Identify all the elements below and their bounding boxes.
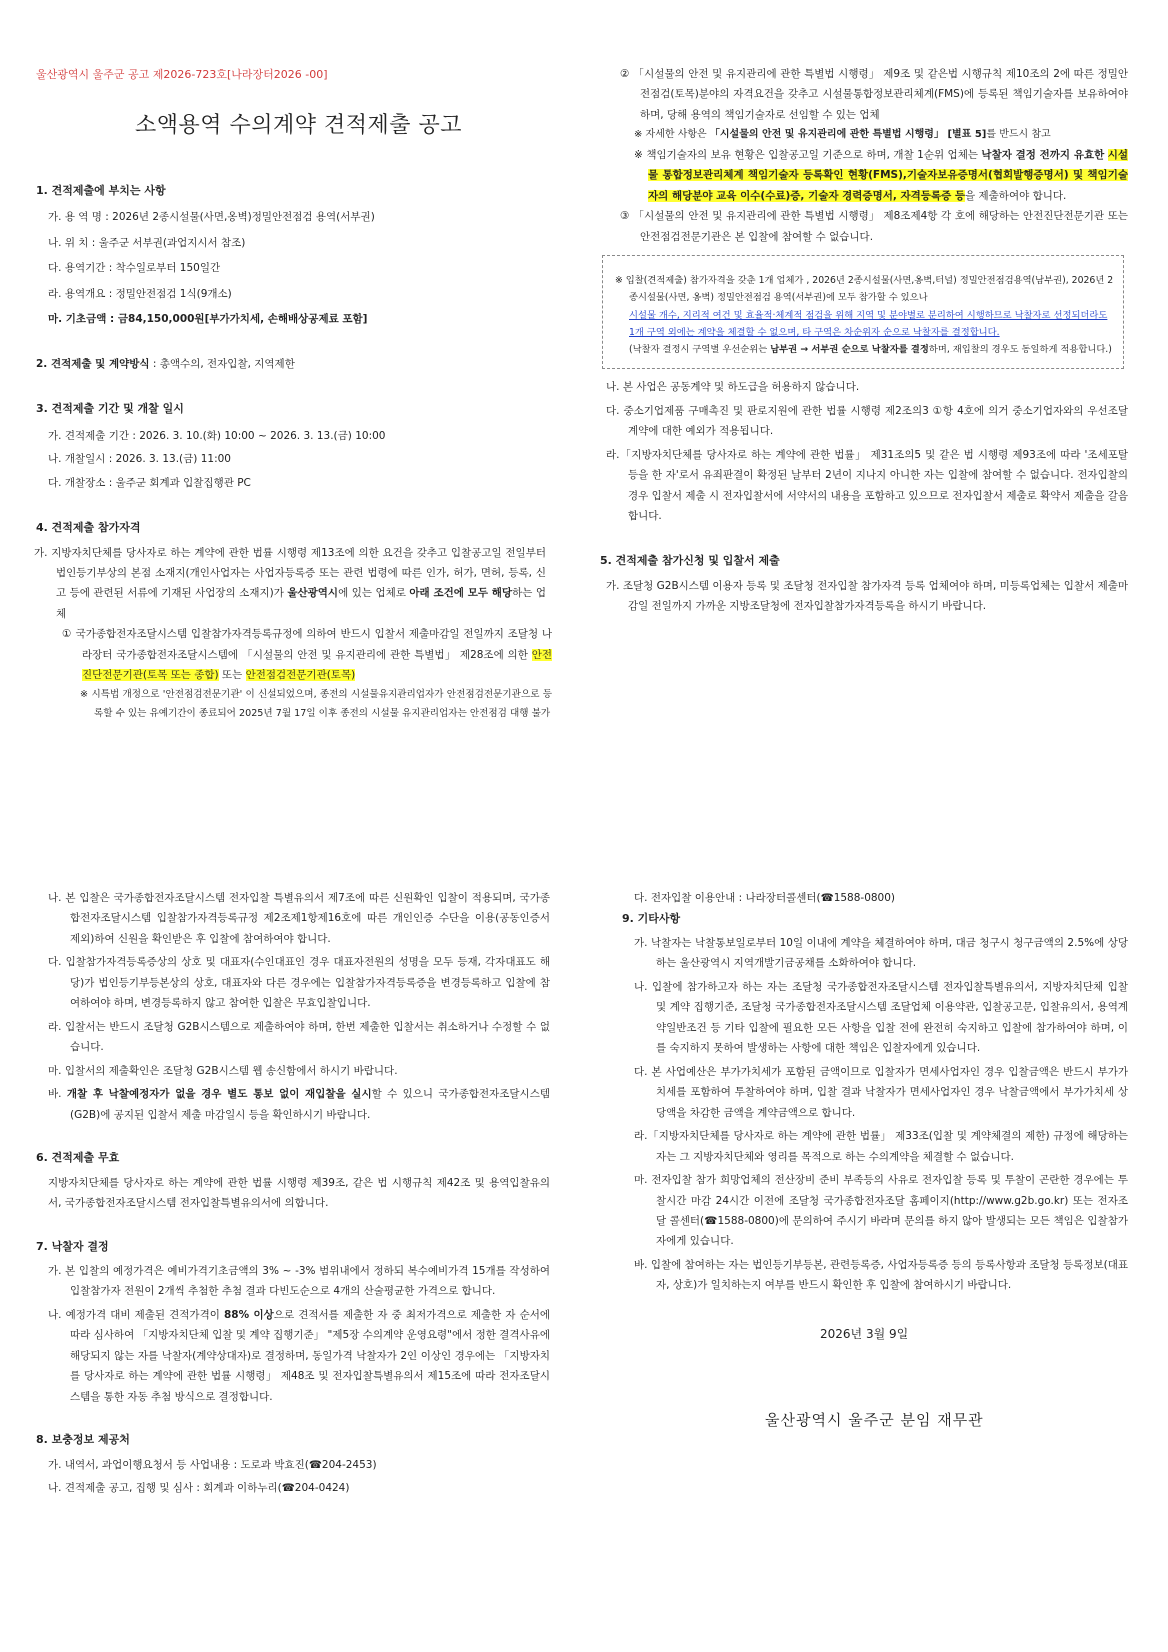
notice-box-text1: ※ 입찰(견적제출) 참가자격을 갖춘 1개 업체가 , 2026년 2종시설물(사면,옹벽,터널) 정밀안전점검용역(남부권), 2026년 2종시설물(사면, 옹벽) 정밀안전점검 용역(서부권)에 모두 참가할 수 있으나	[615, 275, 1114, 304]
s8-item-c: 다. 전자입찰 이용안내 : 나라장터콜센터(☎1588-0800)	[634, 892, 896, 904]
section-3-heading: 3. 견적제출 기간 및 개찰 일시	[36, 402, 184, 416]
s4-item-na: 나. 본 사업은 공동계약 및 하도급을 허용하지 않습니다.	[606, 381, 860, 394]
s5-f-text: 할 수 있으니 국가종합전자조달시스템(G2B)에 공지된 입찰서 제출 마감일시 등을 확인하시기 바랍니다.	[70, 1088, 550, 1121]
s5-item-b: 나. 본 입찰은 국가종합전자조달시스템 전자입찰 특별유의서 제7조에 따른 신원확인 입찰이 적용되며, 국가종합전자조달시스템 입찰참가자격등록규정 제2조제1항제16호에 따른 개인인증 수단을 이용(공동인증서 제외)하여 신원을 확인받은 후 입찰에 참여하여야 합니다.	[48, 892, 550, 945]
notice-box	[602, 255, 1124, 369]
s9-item-a: 가. 낙찰자는 낙찰통보일로부터 10일 이내에 계약을 체결하여야 하며, 대금 청구시 청구금액의 2.5%에 상당하는 울산광역시 지역개발기금공채를 소화하여야 합니다.	[634, 936, 1128, 970]
section-6-heading: 6. 견적제출 무효	[36, 1151, 120, 1165]
s4-a-text2: 에 있는 업체로	[338, 587, 410, 600]
s7-b-bold: 88% 이상	[223, 1308, 274, 1321]
s4-a-text3: 하는 업체	[56, 587, 546, 620]
s8-item-a: 가. 내역서, 과업이행요청서 등 사업내용 : 도로과 박효진(☎204-2453)	[48, 1458, 377, 1471]
notice-box-text2a: (낙찰자 결정시 구역별 우선순위는	[629, 344, 771, 355]
s4-a-bold2: 아래 조건에 모두 해당	[409, 587, 513, 600]
left-column-bottom	[36, 888, 551, 1499]
s7-item-b	[48, 1305, 550, 1407]
s4-cond2-note-bold: 「시설물의 안전 및 유지관리에 관한 특별법 시행령」 [별표 5]	[709, 129, 987, 141]
s5-f-bold: 개찰 후 낙찰예정자가 없을 경우 별도 통보 없이 재입찰을 실시	[66, 1088, 372, 1101]
s4-a-bold1: 울산광역시	[287, 587, 339, 600]
s5-f-prefix: 바.	[48, 1088, 67, 1101]
right-column-top	[600, 64, 1128, 617]
s3-item-c: 다. 개찰장소 : 울주군 회계과 입찰집행관 PC	[48, 476, 251, 489]
s9-item-c: 다. 본 사업예산은 부가가치세가 포함된 금액이므로 입찰자가 면세사업자인 경우 입찰금액은 반드시 부가가치세를 포함하여 투찰하여야 하며, 입찰 결과 낙찰자가 면세사업자인 경우 낙찰금액에서 부가가치세 상당액을 차감한 금액을 계약금액으로 합니다.	[634, 1065, 1128, 1119]
s4-cond1-note: ※ 시특법 개정으로 '안전점검전문기관' 이 신설되었으며, 종전의 시설물유지관리업자가 안전점검전문기관으로 등록할 수 있는 유예기간이 종료되어 2025년 7월 17일 이후 종전의 시설물 유지관리업자는 안전점검 대행 불가	[80, 688, 552, 719]
s4-cond2-note	[620, 125, 1128, 145]
s4-cond1-or: 또는	[218, 669, 246, 682]
s5-item-a: 가. 조달청 G2B시스템 이용자 등록 및 조달청 전자입찰 참가자격 등록 업체여야 하며, 미등록업체는 입찰서 제출마감일 전일까지 가까운 지방조달청에 전자입찰참가자격등록을 하시기 바랍니다.	[606, 579, 1128, 613]
s9-item-d: 라.「지방자치단체를 당사자로 하는 계약에 관한 법률」 제33조(입찰 및 계약체결의 제한) 규정에 해당하는 자는 그 지방자치단체와 영리를 목적으로 하는 수의계약을 체결할 수 없습니다.	[634, 1130, 1128, 1163]
s4-item-ra: 라.「지방자치단체를 당사자로 하는 계약에 관한 법률」 제31조의5 및 같은 법 시행령 제93조에 따라 '조세포탈 등을 한 자'로서 유죄판결이 확정된 날부터 2년이 지나지 아니한 자는 입찰에 참여할 수 없습니다. 전자입찰의 경우 입찰서 제출 시 전자입찰서에 서약서의 내용을 포함하고 있으므로 전자입찰서 제출로 확약서 제출을 갈음합니다.	[606, 448, 1128, 522]
s7-item-a: 가. 본 입찰의 예정가격은 예비가격기초금액의 3% ~ -3% 범위내에서 정하되 복수예비가격 15개를 작성하여 입찰참가자 전원이 2개씩 추첨한 추첨 결과 다빈도순으로 4개의 산술평균한 가격으로 합니다.	[48, 1264, 550, 1298]
document-title: 소액용역 수의계약 견적제출 공고	[135, 113, 463, 138]
section-2-heading: 2. 견적제출 및 계약방식	[36, 357, 150, 370]
s4-cond1-text: ① 국가종합전자조달시스템 입찰참가자격등록규정에 의하여 반드시 입찰서 제출마감일 전일까지 조달청 나라장터 국가종합전자조달시스템에 「시설물의 안전 및 유지관리에 관한 특별법」 제28조에 의한	[62, 628, 552, 661]
notice-box-blue	[611, 307, 1115, 341]
s7-b-text: 나. 예정가격 대비 제출된 견적가격이	[48, 1308, 224, 1321]
s1-item-e: 마. 기초금액 : 금84,150,000원[부가가치세, 손해배상공제료 포함]	[48, 313, 368, 326]
section-8-heading: 8. 보충정보 제공처	[36, 1433, 130, 1447]
s3-item-a: 가. 견적제출 기간 : 2026. 3. 10.(화) 10:00 ~ 2026. 3. 13.(금) 10:00	[48, 429, 386, 442]
s4-item-da: 다. 중소기업제품 구매촉진 및 판로지원에 관한 법률 시행령 제2조의3 ①항 4호에 의거 중소기업자와의 우선조달계약에 대한 예외가 적용됩니다.	[606, 404, 1128, 438]
s4-cond2-note-text2: 를 반드시 참고	[986, 129, 1051, 141]
document-number: 울산광역시 울주군 공고 제2026-723호[나라장터2026 -00]	[36, 68, 328, 81]
s3-item-b: 나. 개찰일시 : 2026. 3. 13.(금) 11:00	[48, 453, 231, 466]
s5-item-c: 다. 입찰참가자격등록증상의 상호 및 대표자(수인대표인 경우 대표자전원의 성명을 모두 등재, 각자대표도 해당)가 법인등기부등본상의 상호, 대표자와 다른 경우에는 입찰참가자격등록증을 변경등록하고 입찰에 참여하여야 하며, 변경등록하지 않고 참여한 입찰은 무효입찰입니다.	[48, 956, 550, 1010]
s9-item-e: 마. 전자입찰 참가 희망업체의 전산장비 준비 부족등의 사유로 전자입찰 등록 및 투찰이 곤란한 경우에는 투찰시간 마감 24시간 이전에 조달청 국가종합전자조달 홈페이지(http://www.g2b.go.kr) 또는 전자조달 콜센터(☎1588-0800)에 문의하여 주시기 바라며 문의를 하지 않아 발생되는 모든 책임은 입찰참가자에게 있습니다.	[634, 1174, 1128, 1248]
section-7-heading: 7. 낙찰자 결정	[36, 1239, 109, 1253]
announcement-date: 2026년 3월 9일	[820, 1327, 909, 1341]
s6-text: 지방자치단체를 당사자로 하는 계약에 관한 법률 시행령 제39조, 같은 법 시행규칙 제42조 및 용역입찰유의서, 국가종합전자조달시스템 전자입찰특별유의서에 의합니다.	[48, 1176, 550, 1210]
s1-item-d: 라. 용역개요 : 정밀안전점검 1식(9개소)	[48, 287, 232, 300]
notice-box-text2	[611, 341, 1115, 358]
s1-item-c: 다. 용역기간 : 착수일로부터 150일간	[48, 262, 221, 275]
s4-item-a	[34, 543, 552, 625]
s4-cond2-note2	[620, 145, 1128, 206]
s4-a-text1: 가. 지방자치단체를 당사자로 하는 계약에 관한 법률 시행령 제13조에 의한 요건을 갖추고 입찰공고일 전일부터 법인등기부상의 본점 소재지(개인사업자는 사업자등록증 또는 관련 법령에 따른 인가, 허가, 면허, 등록, 신고 등에 관련된 서류에 기재된 사업장의 소재지)가	[34, 546, 546, 600]
left-column-top	[36, 180, 552, 723]
right-column-bottom	[622, 888, 1128, 1296]
section-2-text: : 총액수의, 전자입찰, 지역제한	[149, 357, 295, 370]
s5-item-e: 마. 입찰서의 제출확인은 조달청 G2B시스템 웹 송신함에서 하시기 바랍니다.	[48, 1064, 398, 1077]
s4-cond2-note2-highlight: 시설물 통합정보관리체계 책임기술자 등록확인 현황(FMS),기술자보유증명서(협회발행증명서) 및 책임기술자의 해당분야 교육 이수(수료)증, 기술자 경력증명서, 자격등록증 등	[648, 148, 1128, 202]
notice-box-text2b: 하며, 재입찰의 경우도 동일하게 적용합니다.)	[928, 344, 1112, 355]
s1-item-a: 가. 용 역 명 : 2026년 2종시설물(사면,옹벽)정밀안전점검 용역(서부권)	[48, 211, 375, 224]
s4-cond-3: ③ 「시설물의 안전 및 유지관리에 관한 특별법 시행령」 제8조제4항 각 호에 해당하는 안전진단전문기관 또는 안전점검전문기관은 본 입찰에 참여할 수 없습니다.	[620, 210, 1128, 243]
s4-cond2-note2-text: ※ 책임기술자의 보유 현황은 입찰공고일 기준으로 하며, 개찰 1순위 업체는	[634, 148, 982, 161]
s4-cond2-note2-bold: 낙찰자 결정 전까지 유효한	[981, 148, 1105, 161]
notice-box-bold: 남부권 → 서부권 순으로 낙찰자를 결정	[770, 344, 929, 355]
s4-cond1-highlight1: 안전진단전문기관(토목 또는 종합)	[82, 648, 552, 682]
s7-b-text2: 으로 견적서를 제출한 자 중 최저가격으로 제출한 자 순서에 따라 심사하여 「지방자치단체 입찰 및 계약 집행기준」 "제5장 수의계약 운영요령"에서 정한 결격사유에 해당되지 않는 자를 낙찰자(계약상대자)로 결정하며, 동일가격 낙찰자가 2인 이상인 경우에는 「지방자치를 당사자로 하는 계약에 관한 법률 시행령」 제48조 및 전자입찰특별유의서 제15조에 따라 전자조달시스템을 통한 자동 추첨 방식으로 결정합니다.	[70, 1308, 551, 1403]
s9-item-f: 바. 입찰에 참여하는 자는 법인등기부등본, 관련등록증, 사업자등록증 등의 등록사항과 조달청 등록정보(대표자, 상호)가 일치하는지 여부를 반드시 확인한 후 입찰에 참여하시기 바랍니다.	[634, 1258, 1128, 1292]
s4-cond-1	[36, 624, 552, 685]
section-9-heading: 9. 기타사항	[622, 912, 681, 926]
s4-cond2-note-text: ※ 자세한 사항은	[634, 129, 710, 141]
s4-cond-2: ② 「시설물의 안전 및 유지관리에 관한 특별법 시행령」 제9조 및 같은법 시행규칙 제10조의 2에 따른 정밀안전점검(토목)분야의 자격요건을 갖추고 시설물통합정보관리체계(FMS)에 등록된 책임기술자를 보유하여야 하며, 당해 용역의 책임기술자로 선임할 수 있는 업체	[620, 68, 1128, 121]
s5-item-f	[48, 1084, 550, 1125]
s8-item-b: 나. 견적제출 공고, 집행 및 심사 : 회계과 이하누리(☎204-0424)	[48, 1482, 350, 1495]
s5-item-d: 라. 입찰서는 반드시 조달청 G2B시스템으로 제출하여야 하며, 한번 제출한 입찰서는 취소하거나 수정할 수 없습니다.	[48, 1020, 550, 1054]
section-5-heading: 5. 견적제출 참가신청 및 입찰서 제출	[600, 554, 780, 568]
s9-item-b: 나. 입찰에 참가하고자 하는 자는 조달청 국가종합전자조달시스템 전자입찰특별유의서, 지방자치단체 입찰 및 계약 집행기준, 조달청 국가종합전자조달시스템 조달업체 이용약관, 입찰공고문, 입찰유의서, 용역계약일반조건 등 기타 입찰에 필요한 모든 사항을 입찰 전에 완전히 숙지하고 입찰에 참가하여야 하며, 이를 숙지하지 못하여 발생하는 사항에 대한 책임은 입찰자에게 있습니다.	[634, 980, 1128, 1055]
notice-box-blue-text: 시설물 개수, 지리적 여건 및 효율적·체계적 점검을 위해 지역 및 분야별로 분리하여 시행하므로 낙찰자로 선정되더라도 1개 구역 외에는 계약을 체결할 수 없으며, 타 구역은 차순위자 순으로 낙찰자를 결정합니다.	[629, 309, 1108, 338]
s4-cond1-highlight2: 안전점검전문기관(토목)	[245, 669, 356, 682]
signature-authority: 울산광역시 울주군 분임 재무관	[765, 1411, 984, 1429]
s1-item-b: 나. 위 치 : 울주군 서부권(과업지시서 참조)	[48, 236, 246, 249]
section-1-heading: 1. 견적제출에 부치는 사항	[36, 184, 166, 197]
section-4-heading: 4. 견적제출 참가자격	[36, 521, 141, 535]
section-2	[36, 354, 552, 374]
s4-cond2-note2-text2: 을 제출하여야 합니다.	[965, 189, 1067, 202]
